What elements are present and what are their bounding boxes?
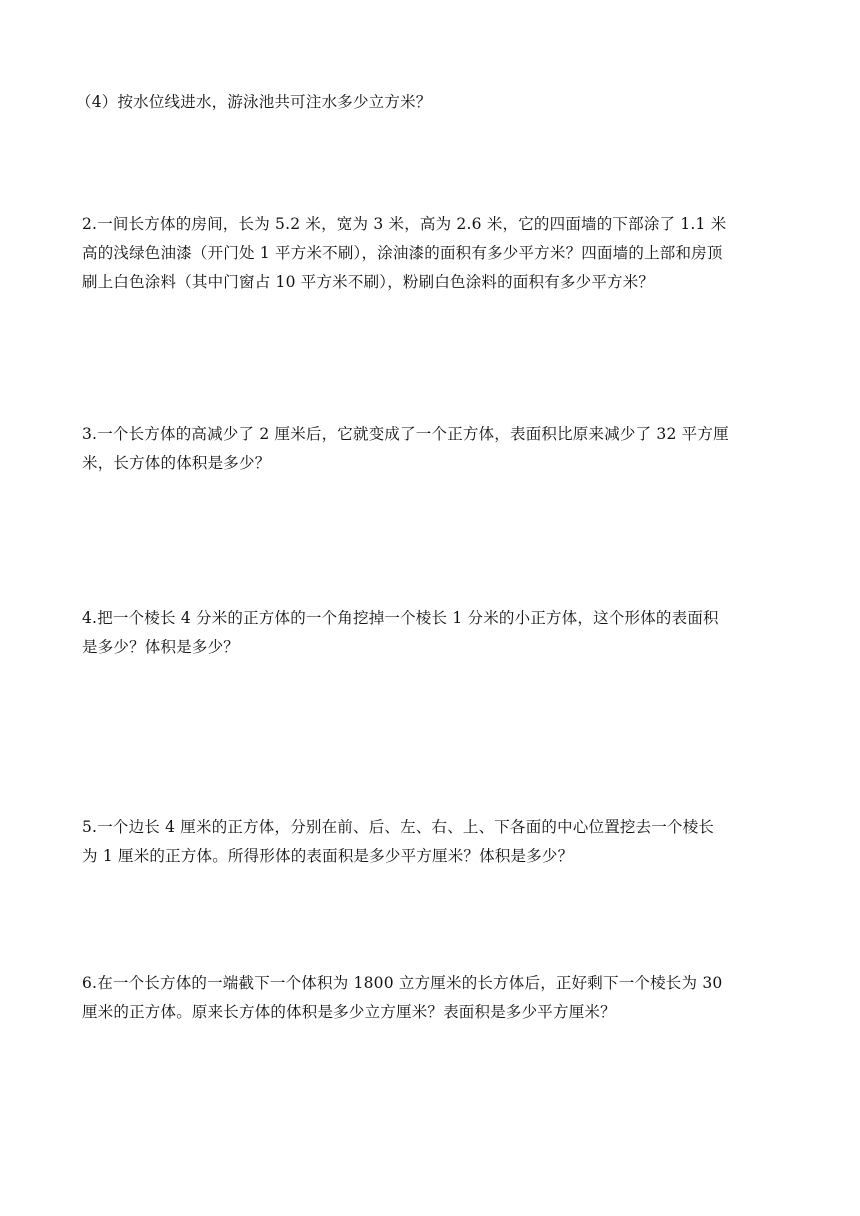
- question-text-line: （4）按水位线进水，游泳池共可注水多少立方米？: [76, 93, 432, 111]
- question-6: [82, 969, 782, 1027]
- question-5: [82, 813, 782, 871]
- question-text-line: 是多少？体积是多少？: [82, 638, 240, 656]
- question-1-part-4: [76, 88, 776, 117]
- question-text-line: 2.一间长方体的房间，长为 5.2 米，宽为 3 米，高为 2.6 米，它的四面墙的下部涂了 1.1 米: [82, 215, 727, 233]
- question-text-line: 5.一个边长 4 厘米的正方体，分别在前、后、左、右、上、下各面的中心位置挖去一个棱长: [82, 818, 715, 836]
- question-text-line: 厘米的正方体。原来长方体的体积是多少立方厘米？表面积是多少平方厘米？: [82, 1003, 616, 1021]
- question-text-line: 3.一个长方体的高减少了 2 厘米后，它就变成了一个正方体，表面积比原来减少了 32 平方厘: [82, 425, 729, 443]
- question-2: [82, 210, 782, 297]
- question-text-line: 高的浅绿色油漆（开门处 1 平方米不刷），涂油漆的面积有多少平方米？四面墙的上部和房顶: [82, 244, 723, 262]
- question-text-line: 6.在一个长方体的一端截下一个体积为 1800 立方厘米的长方体后，正好剩下一个棱长为 30: [82, 974, 723, 992]
- question-text-line: 4.把一个棱长 4 分米的正方体的一个角挖掉一个棱长 1 分米的小正方体，这个形体的表面积: [82, 609, 719, 627]
- question-text-line: 米，长方体的体积是多少？: [82, 454, 271, 472]
- question-4: [82, 604, 782, 662]
- question-text-line: 刷上白色涂料（其中门窗占 10 平方米不刷），粉刷白色涂料的面积有多少平方米？: [82, 273, 655, 291]
- question-3: [82, 420, 782, 478]
- question-text-line: 为 1 厘米的正方体。所得形体的表面积是多少平方厘米？体积是多少？: [82, 847, 574, 865]
